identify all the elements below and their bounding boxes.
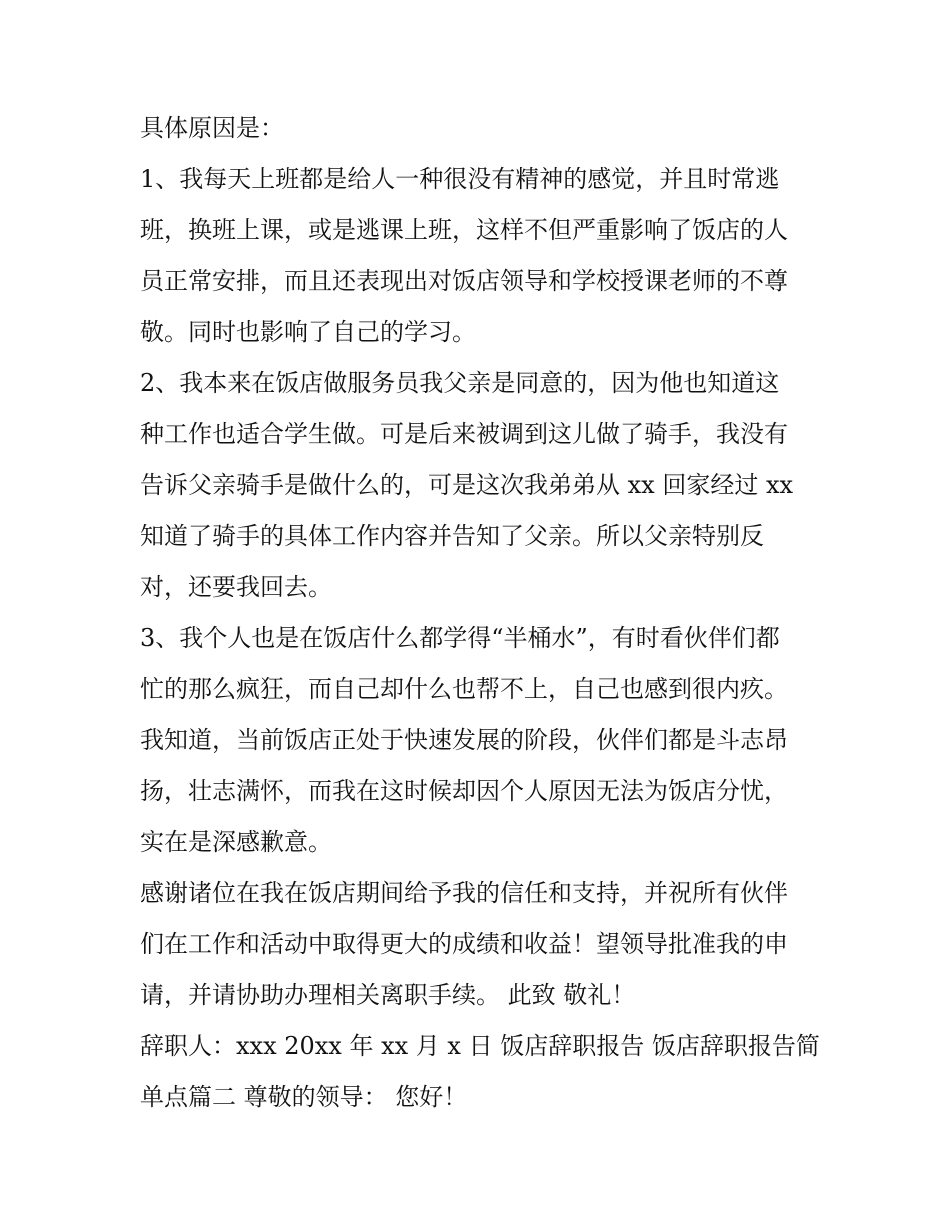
paragraph-line: 2、我本来在饭店做服务员我父亲是同意的，因为他也知道这 — [140, 369, 780, 397]
paragraph-line: 种工作也适合学生做。可是后来被调到这儿做了骑手，我没有 — [140, 420, 788, 448]
paragraph-line: 扬，壮志满怀，而我在这时候却因个人原因无法为饭店分忧， — [140, 777, 788, 805]
reason-heading: 具体原因是： — [140, 114, 284, 142]
paragraph-line: 敬。同时也影响了自己的学习。 — [140, 318, 476, 346]
paragraph-line: 知道了骑手的具体工作内容并告知了父亲。所以父亲特别反 — [140, 522, 764, 550]
paragraph-line: 们在工作和活动中取得更大的成绩和收益！望领导批准我的申 — [140, 930, 788, 958]
paragraph-line: 对，还要我回去。 — [140, 573, 332, 601]
paragraph-line: 班，换班上课，或是逃课上班，这样不但严重影响了饭店的人 — [140, 216, 788, 244]
paragraph-line: 实在是深感歉意。 — [140, 828, 332, 856]
paragraph-line: 我知道，当前饭店正处于快速发展的阶段，伙伴们都是斗志昂 — [140, 726, 788, 754]
paragraph-line: 3、我个人也是在饭店什么都学得“半桶水”，有时看伙伴们都 — [140, 624, 780, 652]
paragraph-line: 告诉父亲骑手是做什么的，可是这次我弟弟从 xx 回家经过 xx — [140, 471, 794, 499]
paragraph-line: 1、我每天上班都是给人一种很没有精神的感觉，并且时常逃 — [140, 165, 780, 193]
paragraph-line: 请，并请协助办理相关离职手续。 此致 敬礼！ — [140, 981, 636, 1009]
document-body — [140, 103, 830, 1123]
paragraph-line: 忙的那么疯狂，而自己却什么也帮不上，自己也感到很内疚。 — [140, 675, 788, 703]
signature-line: 单点篇二 尊敬的领导： 您好！ — [140, 1083, 468, 1111]
paragraph-line: 感谢诸位在我在饭店期间给予我的信任和支持，并祝所有伙伴 — [140, 879, 788, 907]
paragraph-line: 员正常安排，而且还表现出对饭店领导和学校授课老师的不尊 — [140, 267, 788, 295]
signature-line: 辞职人：xxx 20xx 年 xx 月 x 日 饭店辞职报告 饭店辞职报告简 — [140, 1032, 820, 1060]
